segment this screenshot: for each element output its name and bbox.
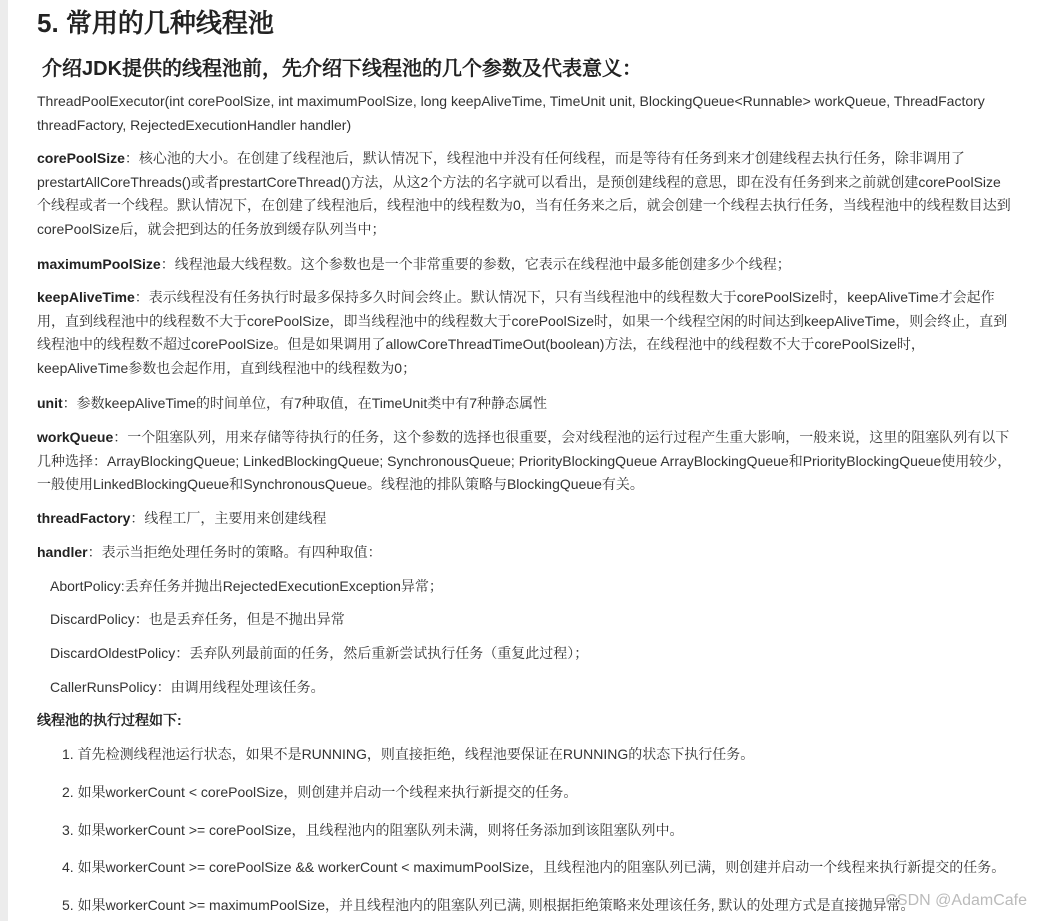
param-name: corePoolSize: [37, 150, 125, 166]
section-subtitle: 介绍JDK提供的线程池前，先介绍下线程池的几个参数及代表意义：: [42, 58, 643, 80]
process-heading: 线程池的执行过程如下:: [37, 712, 182, 728]
param-desc: ：线程池最大线程数。这个参数也是一个非常重要的参数，它表示在线程池中最多能创建多少个线程；: [160, 256, 791, 272]
step-item: 2. 如果workerCount < corePoolSize，则创建并启动一个线程来执行新提交的任务。: [62, 784, 578, 800]
param-desc: ：线程工厂，主要用来创建线程: [130, 510, 327, 526]
policy-item: DiscardOldestPolicy：丢弃队列最前面的任务，然后重新尝试执行任务（重复此过程）；: [50, 645, 589, 661]
param-desc: ：表示线程没有任务执行时最多保持多久时间会终止。默认情况下，只有当线程池中的线程数大于corePoolSize时，keepAliveTime才会起作用，直到线程池中的线程数不大于corePoolSize，即当线程池中的线程数大于corePoolSize时，如果一个线程空闲的时间达到keepAliveTime，则会终止，直到线程池中的线程数不超过corePoolSize。但是如果调用了allowCoreThreadTimeOut(boolean)方法，在线程池中的线程数不大于corePoolSize时，keepAliveTime参数也会起作用，直到线程池中的线程数为0；: [37, 289, 1008, 376]
param-keepalivetime: [37, 286, 1012, 380]
param-name: workQueue: [37, 429, 114, 445]
policy-item: DiscardPolicy：也是丢弃任务，但是不抛出异常: [50, 611, 345, 627]
param-workqueue: [37, 426, 1012, 497]
param-handler: [37, 541, 1012, 565]
policy-item: AbortPolicy:丢弃任务并抛出RejectedExecutionException异常；: [50, 578, 443, 594]
param-desc: ：一个阻塞队列，用来存储等待执行的任务，这个参数的选择也很重要，会对线程池的运行过程产生重大影响，一般来说，这里的阻塞队列有以下几种选择：ArrayBlockingQueue; LinkedBlockingQueue; SynchronousQueue; PriorityBlockingQueue ArrayBlockingQueue和PriorityBlockingQueue使用较少，一般使用LinkedBlockingQueue和SynchronousQueue。线程池的排队策略与BlockingQueue有关。: [37, 429, 1012, 492]
param-threadfactory: [37, 507, 1012, 531]
left-margin-strip: [0, 0, 8, 921]
param-unit: [37, 392, 1012, 416]
param-name: keepAliveTime: [37, 289, 135, 305]
policy-item: CallerRunsPolicy：由调用线程处理该任务。: [50, 679, 325, 695]
param-name: maximumPoolSize: [37, 256, 161, 272]
step-item: 5. 如果workerCount >= maximumPoolSize，并且线程池内的阻塞队列已满, 则根据拒绝策略来处理该任务, 默认的处理方式是直接抛异常。: [62, 897, 915, 913]
param-desc: ：表示当拒绝处理任务时的策略。有四种取值：: [87, 544, 382, 560]
param-desc: ：核心池的大小。在创建了线程池后，默认情况下，线程池中并没有任何线程，而是等待有任务到来才创建线程去执行任务，除非调用了prestartAllCoreThreads()或者prestartCoreThread()方法，从这2个方法的名字就可以看出，是预创建线程的意思，即在没有任务到来之前就创建corePoolSize个线程或者一个线程。默认情况下，在创建了线程池后，线程池中的线程数为0，当有任务来之后，就会创建一个线程去执行任务，当线程池中的线程数目达到corePoolSize后，就会把到达的任务放到缓存队列当中；: [37, 150, 1011, 237]
param-name: handler: [37, 544, 88, 560]
constructor-signature: ThreadPoolExecutor(int corePoolSize, int maximumPoolSize, long keepAliveTime, TimeUnit unit, BlockingQueue<Runnable> workQueue, ThreadFactory threadFactory, RejectedExecutionHandler handler): [37, 93, 985, 133]
param-corepoolsize: [37, 147, 1012, 241]
step-item: 3. 如果workerCount >= corePoolSize，且线程池内的阻塞队列未满，则将任务添加到该阻塞队列中。: [62, 822, 684, 838]
step-item: 4. 如果workerCount >= corePoolSize && workerCount < maximumPoolSize，且线程池内的阻塞队列已满，则创建并启动一个线程来执行新提交的任务。: [62, 859, 1006, 875]
param-name: unit: [37, 395, 63, 411]
section-title: 5. 常用的几种线程池: [37, 8, 274, 38]
param-maximumpoolsize: [37, 253, 1012, 277]
param-desc: ：参数keepAliveTime的时间单位，有7种取值，在TimeUnit类中有7种静态属性: [62, 395, 548, 411]
watermark: CSDN @AdamCafe: [885, 892, 1027, 909]
param-name: threadFactory: [37, 510, 131, 526]
step-item: 1. 首先检测线程池运行状态，如果不是RUNNING，则直接拒绝，线程池要保证在RUNNING的状态下执行任务。: [62, 746, 755, 762]
